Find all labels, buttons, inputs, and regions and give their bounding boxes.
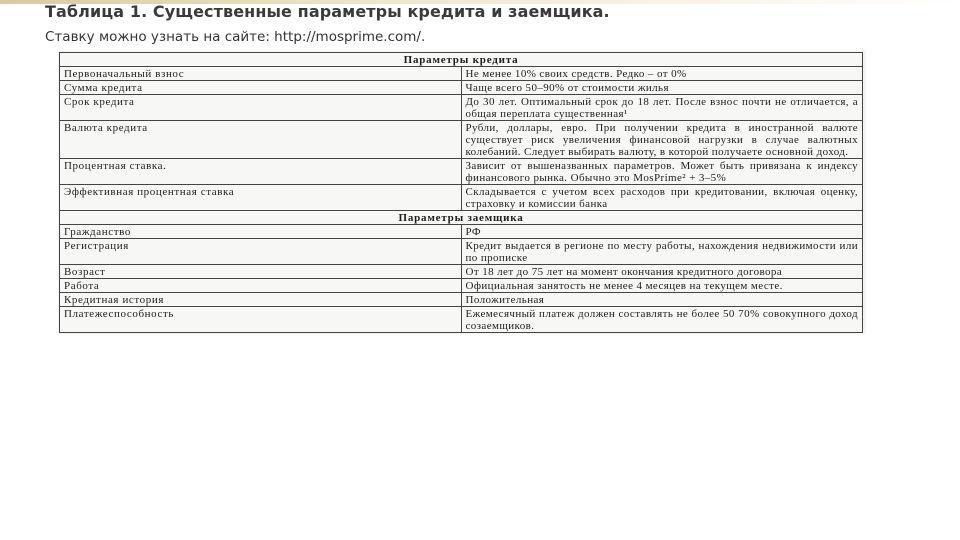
credit-params-header: Параметры кредита (60, 53, 863, 67)
row-label: Работа (60, 279, 462, 293)
row-value: Складывается с учетом всех расходов при кредитовании, включая оценку, страховку и комиссии банка (461, 185, 863, 211)
row-value: Положительная (461, 293, 863, 307)
row-value: Ежемесячный платеж должен составлять не более 50 70% совокупного доход созаемщиков. (461, 307, 863, 333)
row-label: Сумма кредита (60, 81, 462, 95)
row-label: Первоначальный взнос (60, 67, 462, 81)
row-label: Процентная ставка. (60, 159, 462, 185)
table-row (60, 185, 863, 211)
borrower-params-header: Параметры заемщика (60, 211, 863, 225)
table-row (60, 67, 863, 81)
row-label: Эффективная процентная ставка (60, 185, 462, 211)
row-label: Валюта кредита (60, 121, 462, 159)
table-row (60, 159, 863, 185)
table-row (60, 307, 863, 333)
row-label: Срок кредита (60, 95, 462, 121)
row-label: Платежеспособность (60, 307, 462, 333)
table-row (60, 121, 863, 159)
row-label: Кредитная история (60, 293, 462, 307)
parameters-table (59, 52, 863, 333)
table-row (60, 279, 863, 293)
row-value: Кредит выдается в регионе по месту работы, нахождения недвижимости или по прописке (461, 239, 863, 265)
row-label: Гражданство (60, 225, 462, 239)
row-value: Чаще всего 50–90% от стоимости жилья (461, 81, 863, 95)
slide-subtitle: Ставку можно узнать на сайте: http://mosprime.com/. (45, 29, 426, 45)
table-row (60, 239, 863, 265)
table-header-row (60, 211, 863, 225)
row-value: Официальная занятость не менее 4 месяцев на текущем месте. (461, 279, 863, 293)
table-row (60, 265, 863, 279)
slide-title: Таблица 1. Существенные параметры кредита и заемщика. (45, 2, 610, 21)
table-row (60, 95, 863, 121)
table-row (60, 293, 863, 307)
row-value: До 30 лет. Оптимальный срок до 18 лет. После взнос почти не отличается, а общая переплата существенная¹ (461, 95, 863, 121)
row-label: Возраст (60, 265, 462, 279)
row-value: Зависит от вышеназванных параметров. Может быть привязана к индексу финансового рынка. Обычно это MosPrime² + 3–5% (461, 159, 863, 185)
table-row (60, 225, 863, 239)
table-row (60, 81, 863, 95)
table-header-row (60, 53, 863, 67)
row-value: РФ (461, 225, 863, 239)
row-label: Регистрация (60, 239, 462, 265)
scanned-table-image (58, 51, 866, 334)
row-value: Рубли, доллары, евро. При получении кредита в иностранной валюте существует риск увеличения финансовой нагрузки в случае валютных колебаний. Следует выбирать валюту, в которой получаете основной доход. (461, 121, 863, 159)
row-value: Не менее 10% своих средств. Редко – от 0% (461, 67, 863, 81)
row-value: От 18 лет до 75 лет на момент окончания кредитного договора (461, 265, 863, 279)
